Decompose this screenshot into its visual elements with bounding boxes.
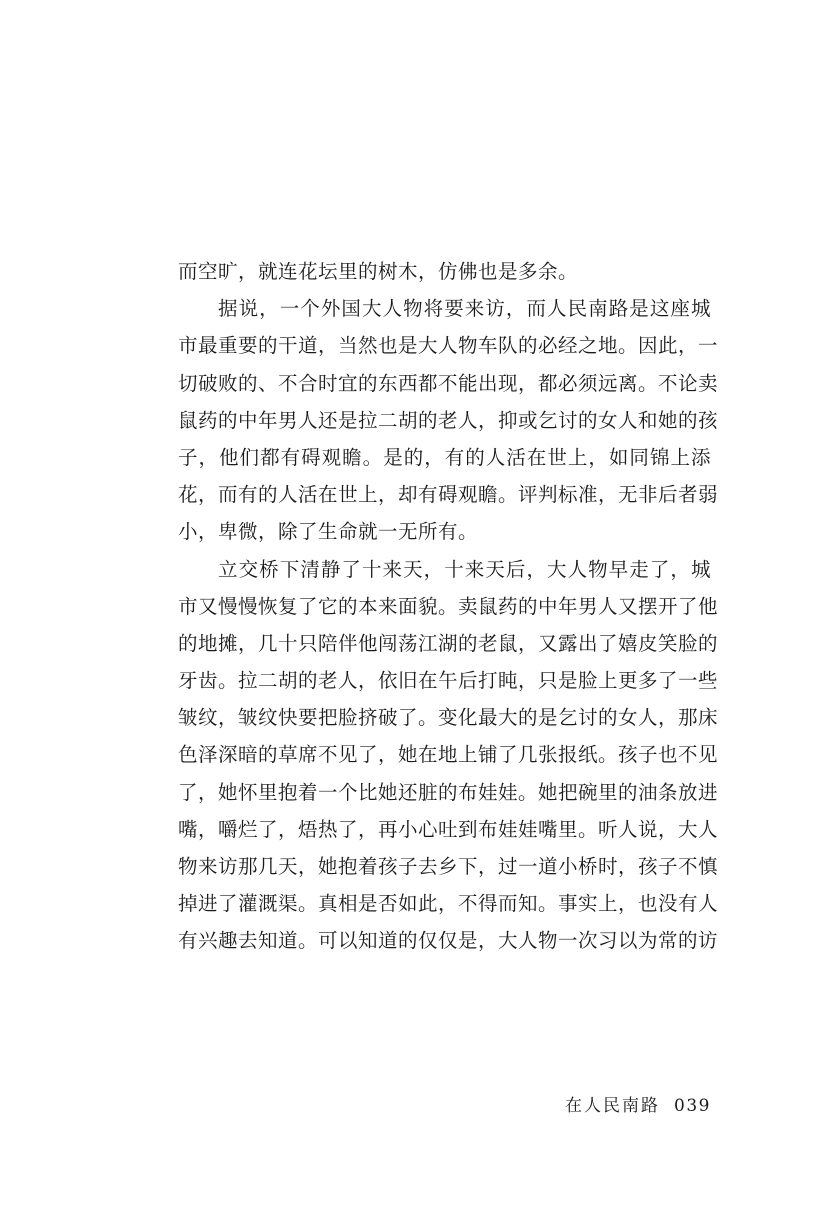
text-line: 牙齿。拉二胡的老人，依旧在午后打盹，只是脸上更多了一些 bbox=[178, 669, 719, 693]
running-title: 在人民南路 bbox=[565, 1096, 661, 1116]
body-text bbox=[178, 253, 719, 960]
page-number: 039 bbox=[674, 1096, 711, 1116]
text-line: 子，他们都有碍观瞻。是的，有的人活在世上，如同锦上添 bbox=[178, 445, 711, 469]
text-line: 切破败的、不合时宜的东西都不能出现，都必须远离。不论卖 bbox=[178, 371, 719, 395]
text-line: 嘴，嚼烂了，焐热了，再小心吐到布娃娃嘴里。听人说，大人 bbox=[178, 817, 719, 841]
text-line: 有兴趣去知道。可以知道的仅仅是，大人物一次习以为常的访 bbox=[178, 929, 719, 953]
text-line: 的地摊，几十只陪伴他闯荡江湖的老鼠，又露出了嬉皮笑脸的 bbox=[178, 631, 719, 655]
text-line: 花，而有的人活在世上，却有碍观瞻。评判标准，无非后者弱 bbox=[178, 483, 719, 507]
text-line: 鼠药的中年男人还是拉二胡的老人，抑或乞讨的女人和她的孩 bbox=[178, 408, 719, 432]
text-line: 市又慢慢恢复了它的本来面貌。卖鼠药的中年男人又摆开了他 bbox=[178, 594, 719, 618]
text-line: 立交桥下清静了十来天，十来天后，大人物早走了，城 bbox=[218, 557, 711, 581]
page-footer bbox=[565, 1094, 711, 1118]
text-line: 小，卑微，除了生命就一无所有。 bbox=[178, 520, 479, 544]
text-line: 了，她怀里抱着一个比她还脏的布娃娃。她把碗里的油条放进 bbox=[178, 780, 719, 804]
text-line: 而空旷，就连花坛里的树木，仿佛也是多余。 bbox=[178, 260, 579, 283]
text-line: 据说，一个外国大人物将要来访，而人民南路是这座城 bbox=[218, 297, 711, 321]
text-line: 掉进了灌溉渠。真相是否如此，不得而知。事实上，也没有人 bbox=[178, 892, 719, 916]
text-line: 皱纹，皱纹快要把脸挤破了。变化最大的是乞讨的女人，那床 bbox=[178, 706, 719, 730]
text-line: 市最重要的干道，当然也是大人物车队的必经之地。因此，一 bbox=[178, 334, 719, 358]
text-line: 物来访那几天，她抱着孩子去乡下，过一道小桥时，孩子不慎 bbox=[178, 855, 719, 878]
text-line: 色泽深暗的草席不见了，她在地上铺了几张报纸。孩子也不见 bbox=[178, 743, 719, 767]
